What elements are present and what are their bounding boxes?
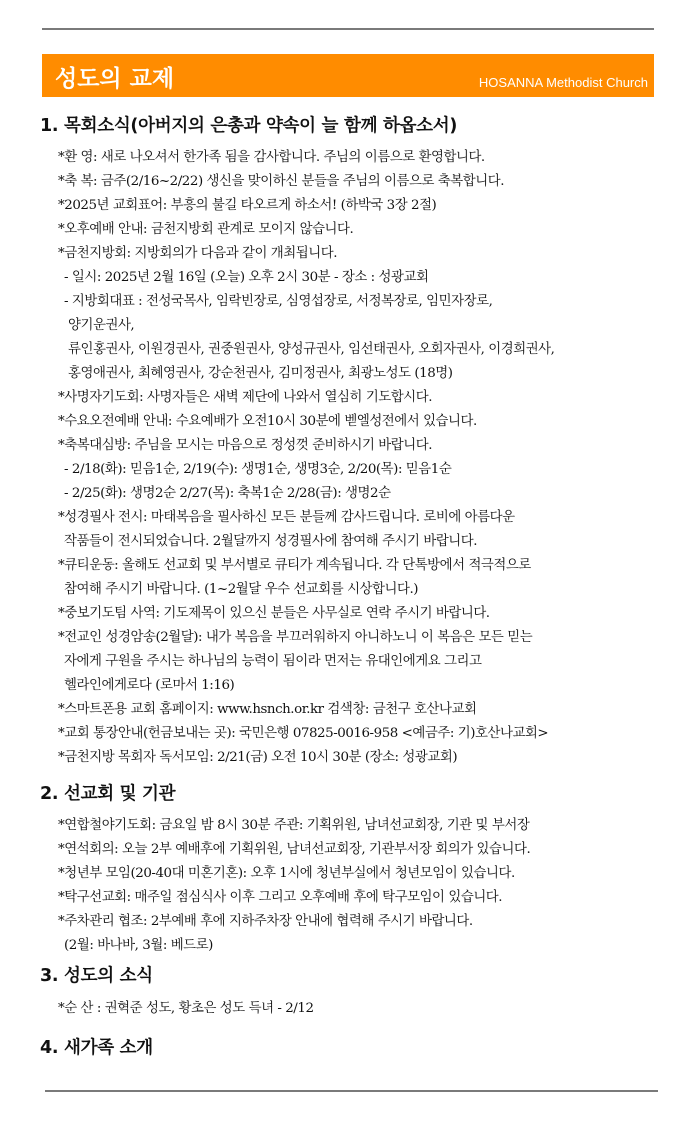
news-line: 자에게 구원을 주시는 하나님의 능력이 됨이라 먼저는 유대인에게요 그리고 (64, 654, 482, 669)
news-line: *스마트폰용 교회 홈페이지: www.hsnch.or.kr 검색창: 금천구 호산나교회 (58, 702, 477, 717)
top-divider (42, 28, 654, 30)
news-line: *수요오전예배 안내: 수요예배가 오전10시 30분에 벧엘성전에서 있습니다. (58, 414, 477, 429)
news-line: *성경필사 전시: 마태복음을 필사하신 모든 분들께 감사드립니다. 로비에 아름다운 (58, 510, 515, 525)
mission-line: *연합철야기도회: 금요일 밤 8시 30분 주관: 기획위원, 남녀선교회장, 기관 및 부서장 (58, 818, 530, 833)
mission-line: *주차관리 협조: 2부예배 후에 지하주차장 안내에 협력해 주시기 바랍니다. (58, 914, 473, 929)
news-line: - 2/18(화): 믿음1순, 2/19(수): 생명1순, 생명3순, 2/20(목): 믿음1순 (64, 462, 452, 477)
news-line: 류인홍권사, 이원경권사, 권중원권사, 양성규권사, 임선태권사, 오회자권사, 이경희권사, (68, 342, 555, 357)
section-heading-missions: 2. 선교회 및 기관 (40, 784, 176, 804)
church-name: HOSANNA Methodist Church (478, 75, 648, 90)
news-line: *큐티운동: 올해도 선교회 및 부서별로 큐티가 계속됩니다. 각 단톡방에서 적극적으로 (58, 558, 531, 573)
mission-line: *탁구선교회: 매주일 점심식사 이후 그리고 오후예배 후에 탁구모임이 있습니다. (58, 890, 503, 905)
news-line: *축복대심방: 주님을 모시는 마음으로 정성껏 준비하시기 바랍니다. (58, 438, 433, 453)
bottom-divider (45, 1090, 658, 1092)
section-heading-church-news: 1. 목회소식(아버지의 은총과 약속이 늘 함께 하옵소서) (40, 116, 458, 136)
section-heading-member-news: 3. 성도의 소식 (40, 966, 153, 986)
news-line: *교회 통장안내(헌금보내는 곳): 국민은행 07825-0016-958 <예금주: 기)호산나교회> (58, 726, 549, 741)
news-line: *축 복: 금주(2/16~2/22) 생신을 맞이하신 분들을 주님의 이름으로 축복합니다. (58, 174, 505, 189)
member-news-line: *순 산 : 권혁준 성도, 황초은 성도 득녀 - 2/12 (58, 1001, 314, 1016)
news-line: 작품들이 전시되었습니다. 2월달까지 성경필사에 참여해 주시기 바랍니다. (64, 534, 478, 549)
news-line: - 2/25(화): 생명2순 2/27(목): 축복1순 2/28(금): 생명2순 (64, 486, 391, 501)
mission-line: *청년부 모임(20-40대 미혼기혼): 오후 1시에 청년부실에서 청년모임이 있습니다. (58, 866, 515, 881)
section-heading-new-family: 4. 새가족 소개 (40, 1038, 153, 1058)
news-line: 홍영애권사, 최혜영권사, 강순천권사, 김미정권사, 최광노성도 (18명) (68, 366, 453, 381)
news-line: *환 영: 새로 나오셔서 한가족 됨을 감사합니다. 주님의 이름으로 환영합니다. (58, 150, 485, 165)
news-line: *금천지방 목회자 독서모임: 2/21(금) 오전 10시 30분 (장소: 성광교회) (58, 750, 458, 765)
mission-line: *연석회의: 오늘 2부 예배후에 기획위원, 남녀선교회장, 기관부서장 회의가 있습니다. (58, 842, 531, 857)
news-line: 헬라인에게로다 (로마서 1:16) (64, 678, 235, 693)
mission-line: (2월: 바나바, 3월: 베드로) (64, 938, 213, 953)
news-line: *금천지방회: 지방회의가 다음과 같이 개최됩니다. (58, 246, 338, 261)
banner-title: 성도의 교제 (55, 66, 175, 92)
news-line: *중보기도팀 사역: 기도제목이 있으신 분들은 사무실로 연락 주시기 바랍니다. (58, 606, 490, 621)
news-line: 참여해 주시기 바랍니다. (1~2월달 우수 선교회를 시상합니다.) (64, 582, 419, 597)
news-line: - 지방회대표 : 전성국목사, 임락빈장로, 심영섭장로, 서정복장로, 임민자장로, (64, 294, 493, 309)
news-line: *2025년 교회표어: 부흥의 불길 타오르게 하소서! (하박국 3장 2절) (58, 198, 437, 213)
news-line: 양기운권사, (68, 318, 135, 333)
news-line: - 일시: 2025년 2월 16일 (오늘) 오후 2시 30분 - 장소 : 성광교회 (64, 270, 429, 285)
section-banner (42, 54, 654, 97)
news-line: *전교인 성경암송(2월달): 내가 복음을 부끄러워하지 아니하노니 이 복음은 모든 믿는 (58, 630, 533, 645)
news-line: *사명자기도회: 사명자들은 새벽 제단에 나와서 열심히 기도합시다. (58, 390, 433, 405)
news-line: *오후예배 안내: 금천지방회 관계로 모이지 않습니다. (58, 222, 354, 237)
